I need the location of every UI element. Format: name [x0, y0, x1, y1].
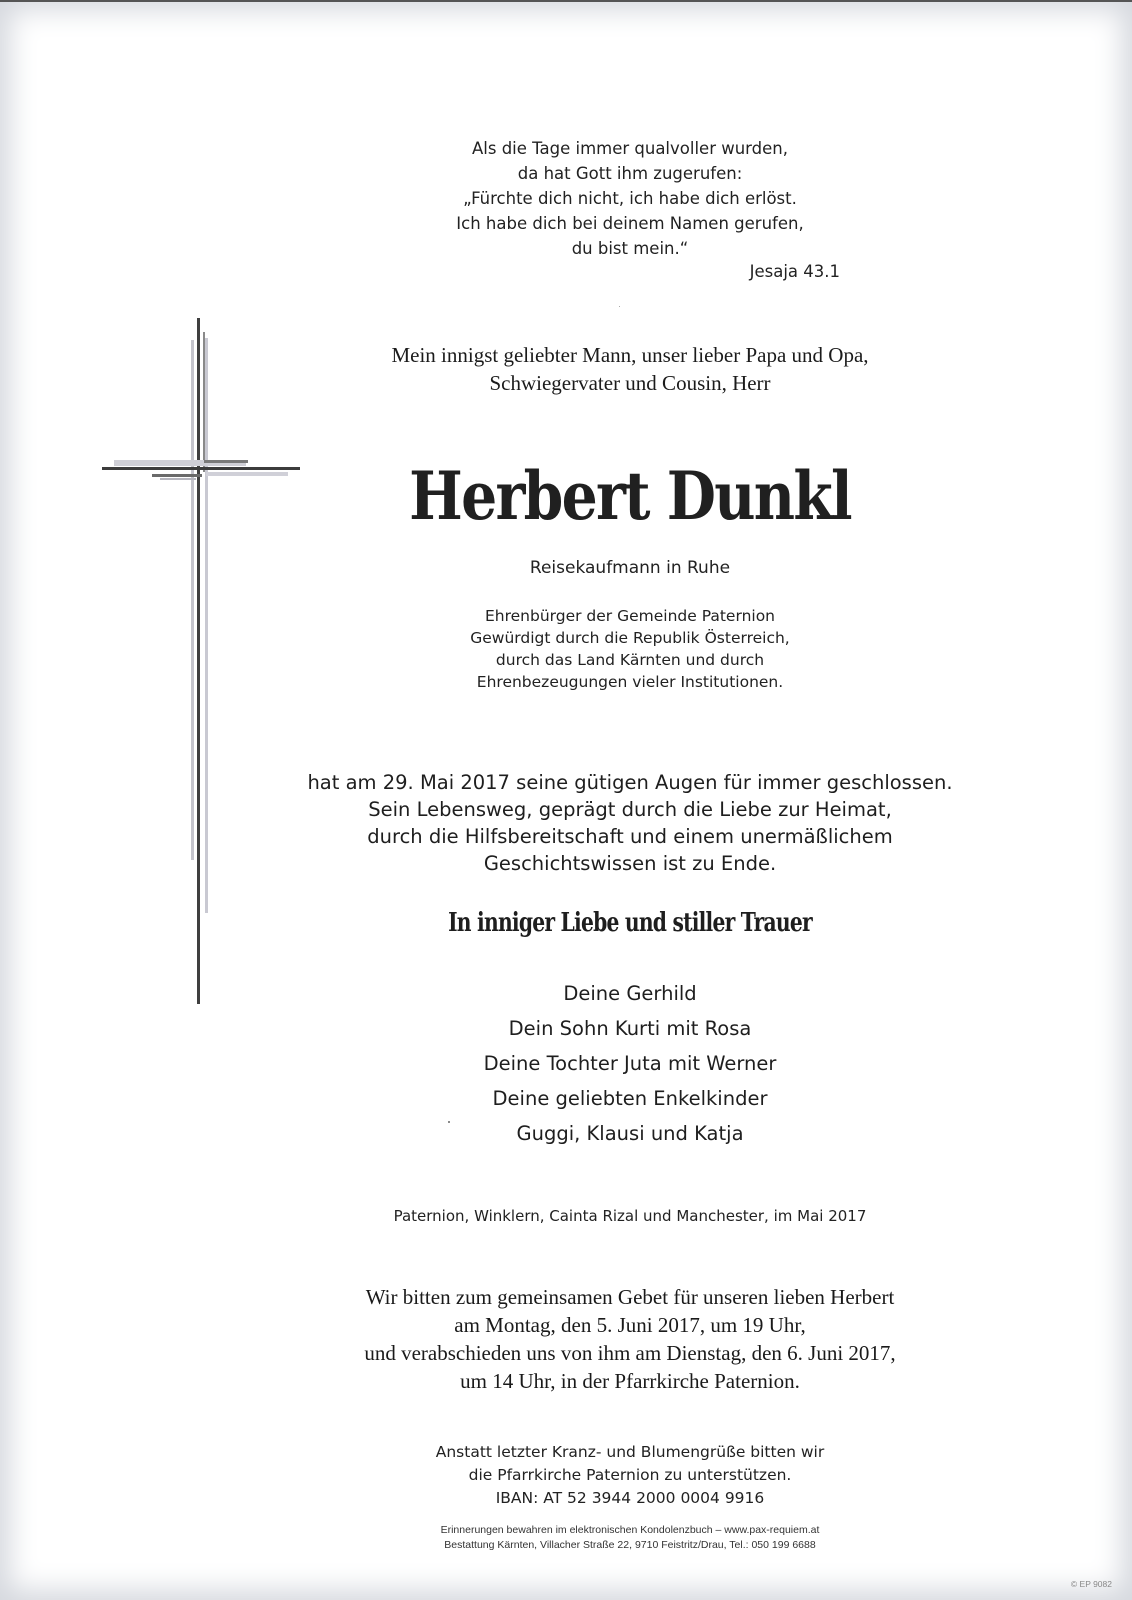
prayer-line: um 14 Uhr, in der Pfarrkirche Paternion. [460, 1369, 800, 1393]
print-code: © EP 9082 [1070, 1579, 1112, 1589]
verse-line: „Fürchte dich nicht, ich habe dich erlöst. [463, 189, 797, 208]
verse-reference: Jesaja 43.1 [749, 262, 840, 281]
intro-text [280, 341, 980, 397]
paper-speck [619, 306, 620, 307]
donation-line: Anstatt letzter Kranz- und Blumengrüße bitten wir [435, 1443, 825, 1461]
family-member: Deine Tochter Juta mit Werner [483, 1052, 777, 1075]
cross-icon [100, 318, 310, 1006]
place-date: Paternion, Winklern, Cainta Rizal und Manchester, im Mai 2017 [393, 1207, 867, 1225]
death-notice-line: durch die Hilfsbereitschaft und einem unermäßlichem [367, 825, 893, 848]
verse-line: Als die Tage immer qualvoller wurden, [471, 139, 788, 158]
family-member: Dein Sohn Kurti mit Rosa [508, 1017, 752, 1040]
death-notice-line: hat am 29. Mai 2017 seine gütigen Augen für immer geschlossen. [307, 771, 953, 794]
honors-line: durch das Land Kärnten und durch [495, 651, 765, 669]
paper-speck [448, 1121, 450, 1123]
intro-line: Schwiegervater und Cousin, Herr [489, 371, 771, 395]
footer-line: Bestattung Kärnten, Villacher Straße 22, 9710 Feistritz/Drau, Tel.: 050 199 6688 [444, 1539, 816, 1551]
honors-text [280, 605, 980, 693]
verse-line: da hat Gott ihm zugerufen: [517, 164, 743, 183]
death-notice-line: Sein Lebensweg, geprägt durch die Liebe zur Heimat, [368, 798, 892, 821]
family-member: Deine Gerhild [563, 982, 697, 1005]
intro-line: Mein innigst geliebter Mann, unser lieber Papa und Opa, [391, 343, 869, 367]
donation-line: die Pfarrkirche Paternion zu unterstützen. [468, 1466, 792, 1484]
prayer-announcement [280, 1283, 980, 1395]
donation-request [280, 1441, 980, 1510]
funeral-home-footer [280, 1523, 980, 1553]
honors-line: Ehrenbürger der Gemeinde Paternion [484, 607, 776, 625]
deceased-occupation: Reisekaufmann in Ruhe [529, 558, 731, 578]
family-list [280, 976, 980, 1151]
family-member: Guggi, Klausi und Katja [516, 1122, 744, 1145]
prayer-line: und verabschieden uns von ihm am Dienstag, den 6. Juni 2017, [364, 1341, 896, 1365]
bible-verse [280, 136, 980, 261]
death-notice [280, 769, 980, 877]
honors-line: Ehrenbezeugungen vieler Institutionen. [476, 673, 784, 691]
top-border-line [0, 0, 1132, 2]
iban-line: IBAN: AT 52 3944 2000 0004 9916 [495, 1489, 765, 1507]
verse-line: du bist mein.“ [571, 239, 689, 258]
mourning-heading: In inniger Liebe und stiller Trauer [448, 908, 812, 938]
verse-line: Ich habe dich bei deinem Namen gerufen, [456, 214, 804, 233]
death-notice-line: Geschichtswissen ist zu Ende. [483, 852, 777, 875]
footer-line: Erinnerungen bewahren im elektronischen Kondolenzbuch – www.pax-requiem.at [440, 1524, 820, 1536]
deceased-name: Herbert Dunkl [409, 457, 851, 535]
honors-line: Gewürdigt durch die Republik Österreich, [470, 629, 790, 647]
prayer-line: am Montag, den 5. Juni 2017, um 19 Uhr, [454, 1313, 806, 1337]
family-member: Deine geliebten Enkelkinder [492, 1087, 768, 1110]
prayer-line: Wir bitten zum gemeinsamen Gebet für unseren lieben Herbert [365, 1285, 895, 1309]
